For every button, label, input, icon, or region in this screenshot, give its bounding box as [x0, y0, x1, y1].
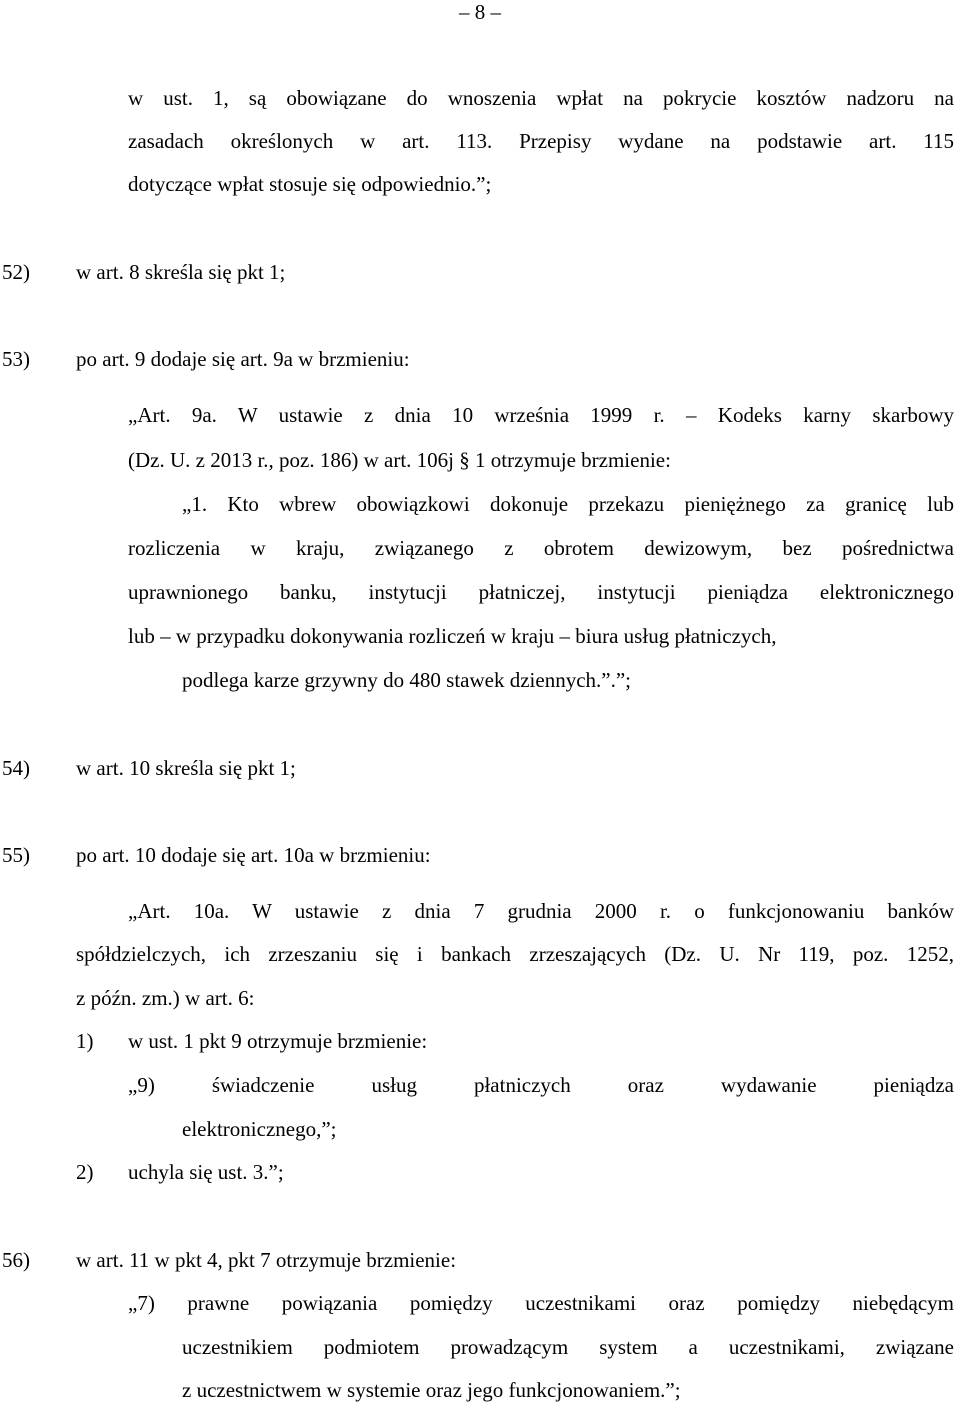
text-line: dotyczące wpłat stosuje się odpowiednio.”;: [128, 172, 492, 196]
text-line: elektronicznego,”;: [182, 1117, 337, 1141]
text-line: po art. 9 dodaje się art. 9a w brzmieniu:: [76, 347, 410, 371]
text-line: „Art. 9a. W ustawie z dnia 10 września 1999 r. – Kodeks karny skarbowy: [128, 403, 954, 427]
text-line: uczestnikiem podmiotem prowadzącym system a uczestnikami, związane: [182, 1335, 954, 1359]
text-line: z późn. zm.) w art. 6:: [76, 986, 255, 1010]
text-line: w ust. 1 pkt 9 otrzymuje brzmienie:: [128, 1029, 428, 1053]
item-number: 53): [2, 347, 30, 371]
text-line: (Dz. U. z 2013 r., poz. 186) w art. 106j § 1 otrzymuje brzmienie:: [128, 448, 671, 472]
item-number: 56): [2, 1248, 30, 1272]
item-number: 2): [76, 1160, 94, 1184]
text-line: w art. 8 skreśla się pkt 1;: [76, 260, 286, 284]
text-line: uchyla się ust. 3.”;: [128, 1160, 284, 1184]
text-line: „1. Kto wbrew obowiązkowi dokonuje przekazu pieniężnego za granicę lub: [182, 492, 954, 516]
page-number: – 8 –: [459, 0, 501, 24]
item-number: 55): [2, 843, 30, 867]
text-line: lub – w przypadku dokonywania rozliczeń w kraju – biura usług płatniczych,: [128, 624, 777, 648]
text-line: „7) prawne powiązania pomiędzy uczestnikami oraz pomiędzy niebędącym: [128, 1291, 954, 1315]
text-line: uprawnionego banku, instytucji płatniczej, instytucji pieniądza elektronicznego: [128, 580, 954, 604]
item-number: 1): [76, 1029, 94, 1053]
text-line: w art. 10 skreśla się pkt 1;: [76, 756, 296, 780]
text-line: w ust. 1, są obowiązane do wnoszenia wpłat na pokrycie kosztów nadzoru na: [128, 86, 954, 110]
text-line: z uczestnictwem w systemie oraz jego funkcjonowaniem.”;: [182, 1378, 681, 1402]
text-line: rozliczenia w kraju, związanego z obrotem dewizowym, bez pośrednictwa: [128, 536, 954, 560]
text-line: „9) świadczenie usług płatniczych oraz wydawanie pieniądza: [128, 1073, 954, 1097]
item-number: 52): [2, 260, 30, 284]
text-line: po art. 10 dodaje się art. 10a w brzmieniu:: [76, 843, 431, 867]
text-line: w art. 11 w pkt 4, pkt 7 otrzymuje brzmienie:: [76, 1248, 457, 1272]
item-number: 54): [2, 756, 30, 780]
text-line: podlega karze grzywny do 480 stawek dziennych.”.”;: [182, 668, 631, 692]
text-line: „Art. 10a. W ustawie z dnia 7 grudnia 2000 r. o funkcjonowaniu banków: [128, 899, 954, 923]
text-line: zasadach określonych w art. 113. Przepisy wydane na podstawie art. 115: [128, 129, 954, 153]
text-line: spółdzielczych, ich zrzeszaniu się i bankach zrzeszających (Dz. U. Nr 119, poz. 1252,: [76, 942, 954, 966]
